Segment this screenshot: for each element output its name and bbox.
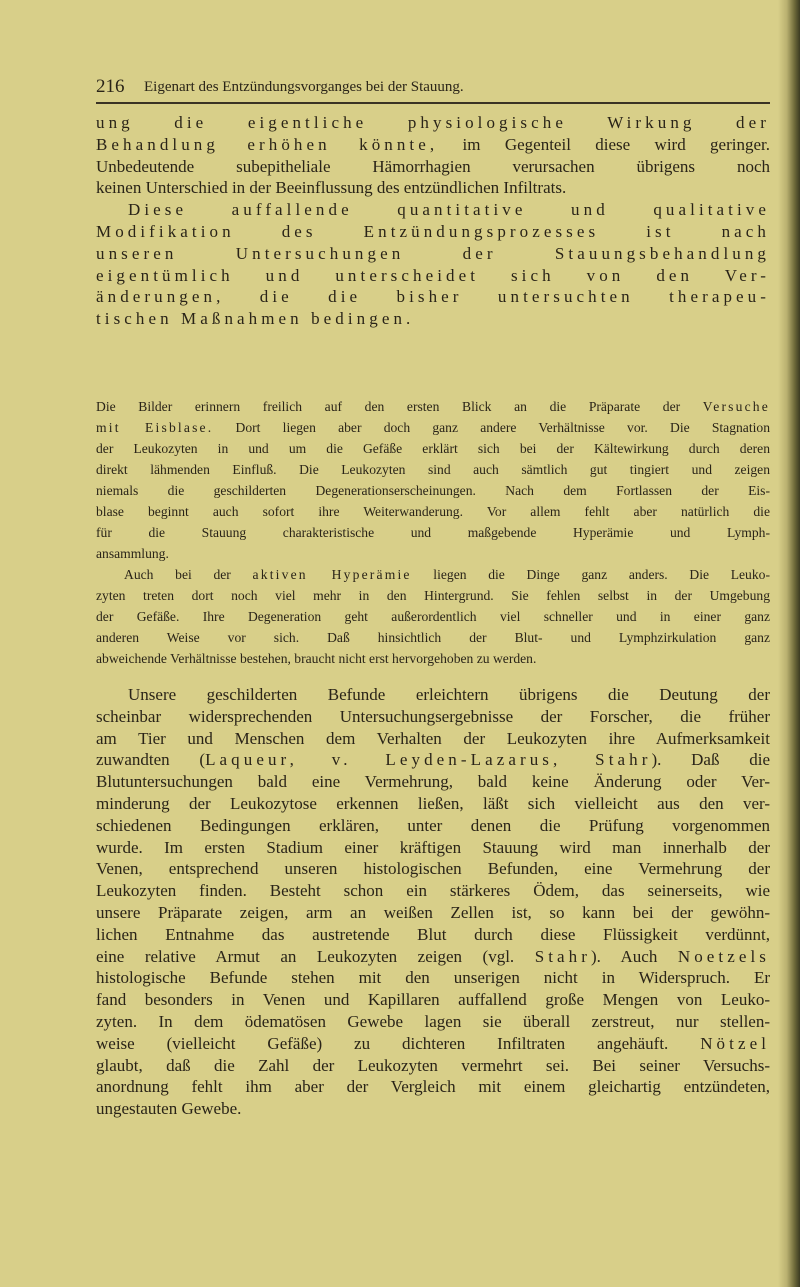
body-text-block xyxy=(96,112,770,330)
text-segment: blase beginnt auch sofort ihre Weiterwanderung. Vor allem fehlt aber natürlich die xyxy=(96,504,770,519)
text-segment: direkt lähmenden Einfluß. Die Leukozyten sind auch sämtlich gut tingiert und zeigen xyxy=(96,462,770,477)
text-segment: Unbedeutende subepitheliale Hämorrhagien verursachen übrigens noch xyxy=(96,156,770,176)
text-segment: für die Stauung charakteristische und maßgebende Hyperämie und Lymph- xyxy=(96,525,770,540)
text-segment: Auch bei der xyxy=(124,567,253,582)
text-line xyxy=(96,1098,770,1120)
text-line xyxy=(96,221,770,243)
text-segment: ). Daß die xyxy=(651,750,770,770)
text-segment: fand besonders in Venen und Kapillaren auffallend große Mengen von Leuko- xyxy=(96,990,770,1010)
text-line xyxy=(96,749,770,771)
text-line xyxy=(96,564,770,585)
text-segment: schiedenen Bedingungen erklären, unter denen die Prüfung vorgenommen xyxy=(96,815,770,835)
running-title: Eigenart des Entzündungsvorganges bei der Stauung. xyxy=(144,79,464,95)
text-segment: ). Auch xyxy=(591,946,678,966)
text-line xyxy=(96,417,770,438)
page-header xyxy=(96,76,770,100)
text-segment: zyten treten dort noch viel mehr in den Hintergrund. Sie fehlen selbst in der Umgebung xyxy=(96,588,770,603)
text-line xyxy=(96,459,770,480)
spaced-emphasis-text: eigentümlich und unterscheidet sich von den Ver- xyxy=(96,265,770,285)
text-line xyxy=(96,728,770,750)
text-segment: liegen die Dinge ganz anders. Die Leuko- xyxy=(411,567,770,582)
spaced-emphasis-text: aktiven Hyperämie xyxy=(252,567,412,582)
small-print-block xyxy=(96,396,770,669)
text-line xyxy=(96,771,770,793)
spaced-emphasis-text: mit Eisblase. xyxy=(96,420,214,435)
text-segment: histologische Befunde stehen mit den unserigen nicht in Widerspruch. Er xyxy=(96,968,770,988)
spaced-emphasis-text: Noetzels xyxy=(677,946,770,966)
text-line xyxy=(96,396,770,417)
text-segment: Blutuntersuchungen bald eine Vermehrung, bald keine Änderung oder Ver- xyxy=(96,772,770,792)
spaced-emphasis-text: tischen Maßnahmen bedingen. xyxy=(96,309,415,329)
text-line xyxy=(96,501,770,522)
text-line xyxy=(96,606,770,627)
text-segment: am Tier und Menschen dem Verhalten der Leukozyten ihre Aufmerksamkeit xyxy=(96,728,770,748)
text-line xyxy=(96,1076,770,1098)
text-line xyxy=(96,156,770,178)
spaced-emphasis-text: Versuche xyxy=(702,399,770,414)
text-line xyxy=(96,1033,770,1055)
text-line xyxy=(96,967,770,989)
text-line xyxy=(96,480,770,501)
body-text-block xyxy=(96,684,770,1120)
text-segment: zuwandten ( xyxy=(96,750,206,770)
text-segment: wurde. Im ersten Stadium einer kräftigen Stauung wird man innerhalb der xyxy=(96,837,770,857)
spaced-emphasis-text: Behandlung erhöhen könnte, xyxy=(96,134,439,154)
spaced-emphasis-text: Modifikation des Entzündungsprozesses ist nach xyxy=(96,221,770,241)
text-segment: niemals die geschilderten Degenerationserscheinungen. Nach dem Fortlassen der Eis- xyxy=(96,483,770,498)
text-segment: abweichende Verhältnisse bestehen, braucht nicht erst hervorgehoben zu werden. xyxy=(96,651,537,666)
text-segment: der Gefäße. Ihre Degeneration geht außerordentlich viel schneller und in einer ganz xyxy=(96,609,770,624)
text-line xyxy=(96,837,770,859)
text-segment: lichen Entnahme das austretende Blut durch diese Flüssigkeit verdünnt, xyxy=(96,924,770,944)
spaced-emphasis-text: Stahr xyxy=(534,946,592,966)
text-segment: Die Bilder erinnern freilich auf den ersten Blick an die Präparate der xyxy=(96,399,703,414)
spaced-emphasis-text: unseren Untersuchungen der Stauungsbehandlung xyxy=(96,243,770,263)
text-line xyxy=(96,286,770,308)
text-line xyxy=(96,902,770,924)
spaced-emphasis-text: änderungen, die die bisher untersuchten therapeu- xyxy=(96,287,770,307)
text-line xyxy=(96,989,770,1011)
text-segment: minderung der Leukozytose erkennen ließen, läßt sich vielleicht aus den ver- xyxy=(96,793,770,813)
text-line xyxy=(96,648,770,669)
text-segment: ungestauten Gewebe. xyxy=(96,1099,242,1119)
text-line xyxy=(96,585,770,606)
text-line xyxy=(96,627,770,648)
text-segment: eine relative Armut an Leukozyten zeigen (vgl. xyxy=(96,946,535,966)
text-segment: Dort liegen aber doch ganz andere Verhältnisse vor. Die Stagnation xyxy=(213,420,770,435)
text-line xyxy=(96,684,770,706)
text-line xyxy=(96,858,770,880)
text-segment: keinen Unterschied in der Beeinflussung des entzündlichen Infiltrats. xyxy=(96,178,567,198)
text-line xyxy=(96,308,770,330)
text-line xyxy=(96,815,770,837)
text-line xyxy=(96,134,770,156)
spaced-emphasis-text: Laqueur, v. Leyden-Lazarus, Stahr xyxy=(205,750,652,770)
text-segment: der Leukozyten in und um die Gefäße erklärt sich bei der Kältewirkung durch deren xyxy=(96,441,770,456)
text-line xyxy=(96,522,770,543)
text-segment: Leukozyten finden. Besteht schon ein stärkeres Ödem, das seinerseits, wie xyxy=(96,881,770,901)
text-line xyxy=(96,265,770,287)
text-segment: Unsere geschilderten Befunde erleichtern übrigens die Deutung der xyxy=(128,685,770,704)
header-rule xyxy=(96,102,770,104)
text-line xyxy=(96,880,770,902)
text-segment: ansammlung. xyxy=(96,546,169,561)
text-segment: im Gegenteil diese wird geringer. xyxy=(438,134,770,154)
text-line xyxy=(96,177,770,199)
text-line xyxy=(96,243,770,265)
text-segment: scheinbar widersprechenden Untersuchungsergebnisse der Forscher, die früher xyxy=(96,706,770,726)
text-line xyxy=(96,946,770,968)
text-segment: anordnung fehlt ihm aber der Vergleich mit einem gleichartig entzündeten, xyxy=(96,1077,770,1097)
text-segment: anderen Weise vor sich. Daß hinsichtlich der Blut- und Lymphzirkulation ganz xyxy=(96,630,770,645)
text-line xyxy=(96,438,770,459)
text-line xyxy=(96,1055,770,1077)
text-line xyxy=(96,706,770,728)
text-line xyxy=(96,924,770,946)
spaced-emphasis-text: Diese auffallende quantitative und qualitative xyxy=(128,200,770,220)
spaced-emphasis-text: ung die eigentliche physiologische Wirkung der xyxy=(96,113,770,132)
text-line xyxy=(96,199,770,221)
text-line xyxy=(96,793,770,815)
text-line xyxy=(96,112,770,134)
page-number: 216 xyxy=(96,76,125,97)
text-line xyxy=(96,543,770,564)
text-segment: zyten. In dem ödematösen Gewebe lagen sie überall zerstreut, nur stellen- xyxy=(96,1011,770,1031)
text-segment: weise (vielleicht Gefäße) zu dichteren Infiltraten angehäuft. xyxy=(96,1033,701,1053)
text-segment: unsere Präparate zeigen, arm an weißen Zellen ist, so kann bei der gewöhn- xyxy=(96,902,770,922)
text-segment: glaubt, daß die Zahl der Leukozyten vermehrt sei. Bei seiner Versuchs- xyxy=(96,1055,770,1075)
text-line xyxy=(96,1011,770,1033)
spaced-emphasis-text: Nötzel xyxy=(700,1033,770,1053)
book-binding-edge xyxy=(778,0,800,1287)
text-segment: Venen, entsprechend unseren histologischen Befunden, eine Vermehrung der xyxy=(96,859,770,879)
